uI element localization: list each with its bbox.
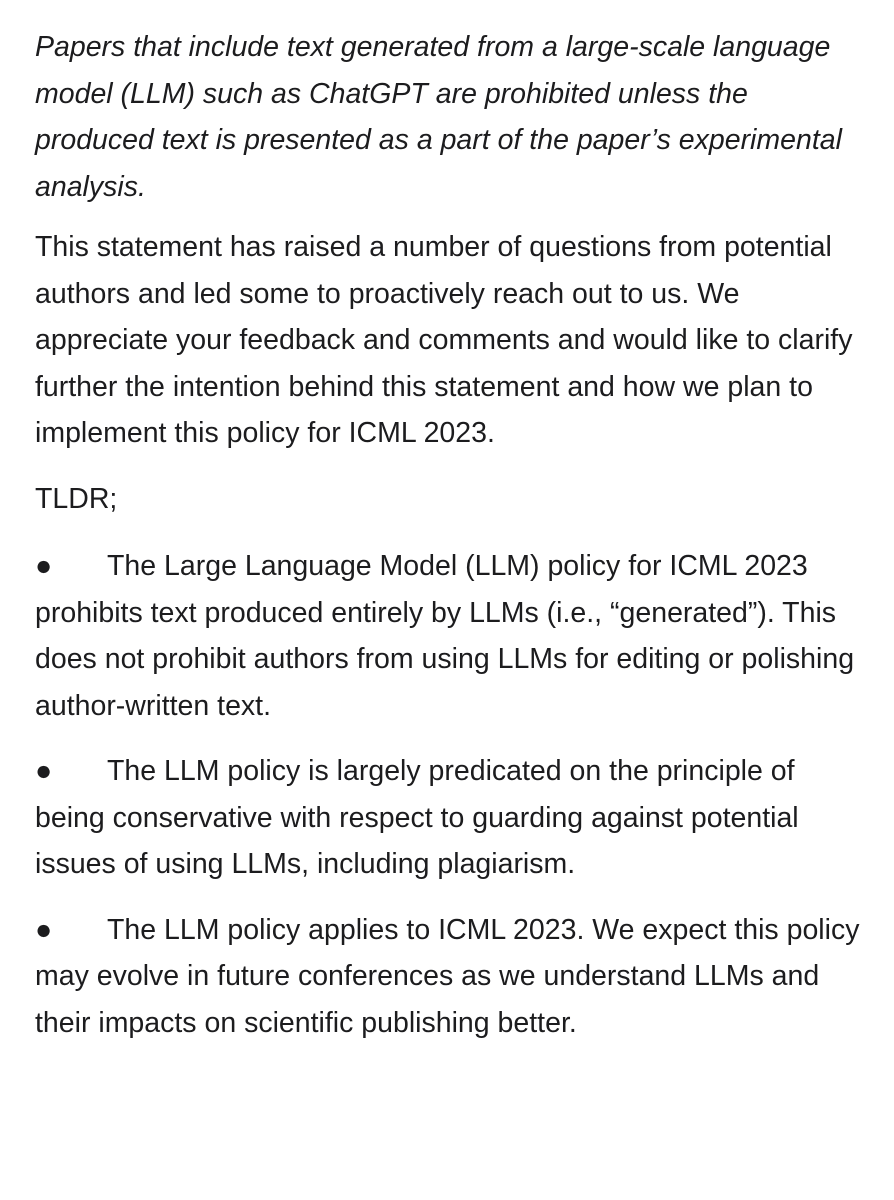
bullet-dot-icon: ● — [35, 755, 53, 787]
bullet-dot-icon: ● — [35, 913, 53, 946]
bullet-item — [35, 748, 865, 888]
document-body — [35, 24, 865, 1065]
bullet-item — [35, 543, 865, 729]
bullet-text: The Large Language Model (LLM) policy for ICML 2023 prohibits text produced entirely by LLMs (i.e., “generated”). This does not prohibit authors from using LLMs for editing or polishing author-written text. — [35, 550, 855, 722]
bullet-item — [35, 907, 865, 1047]
tldr-heading: TLDR; — [35, 482, 118, 515]
intro-paragraph: This statement has raised a number of questions from potential authors and led some to proactively reach out to us. We appreciate your feedback and comments and would like to clarify further the intention behind this statement and how we plan to implement this policy for ICML 2023. — [35, 231, 853, 449]
policy-quote: Papers that include text generated from a large-scale language model (LLM) such as ChatGPT are prohibited unless the produced text is presented as a part of the paper’s experimental analysis. — [35, 31, 842, 203]
bullet-text: The LLM policy is largely predicated on the principle of being conservative with respect to guarding against potential issues of using LLMs, including plagiarism. — [35, 755, 799, 880]
bullet-dot-icon: ● — [35, 550, 53, 582]
bullet-text: The LLM policy applies to ICML 2023. We expect this policy may evolve in future conferences as we understand LLMs and their impacts on scientific publishing better. — [35, 913, 860, 1039]
